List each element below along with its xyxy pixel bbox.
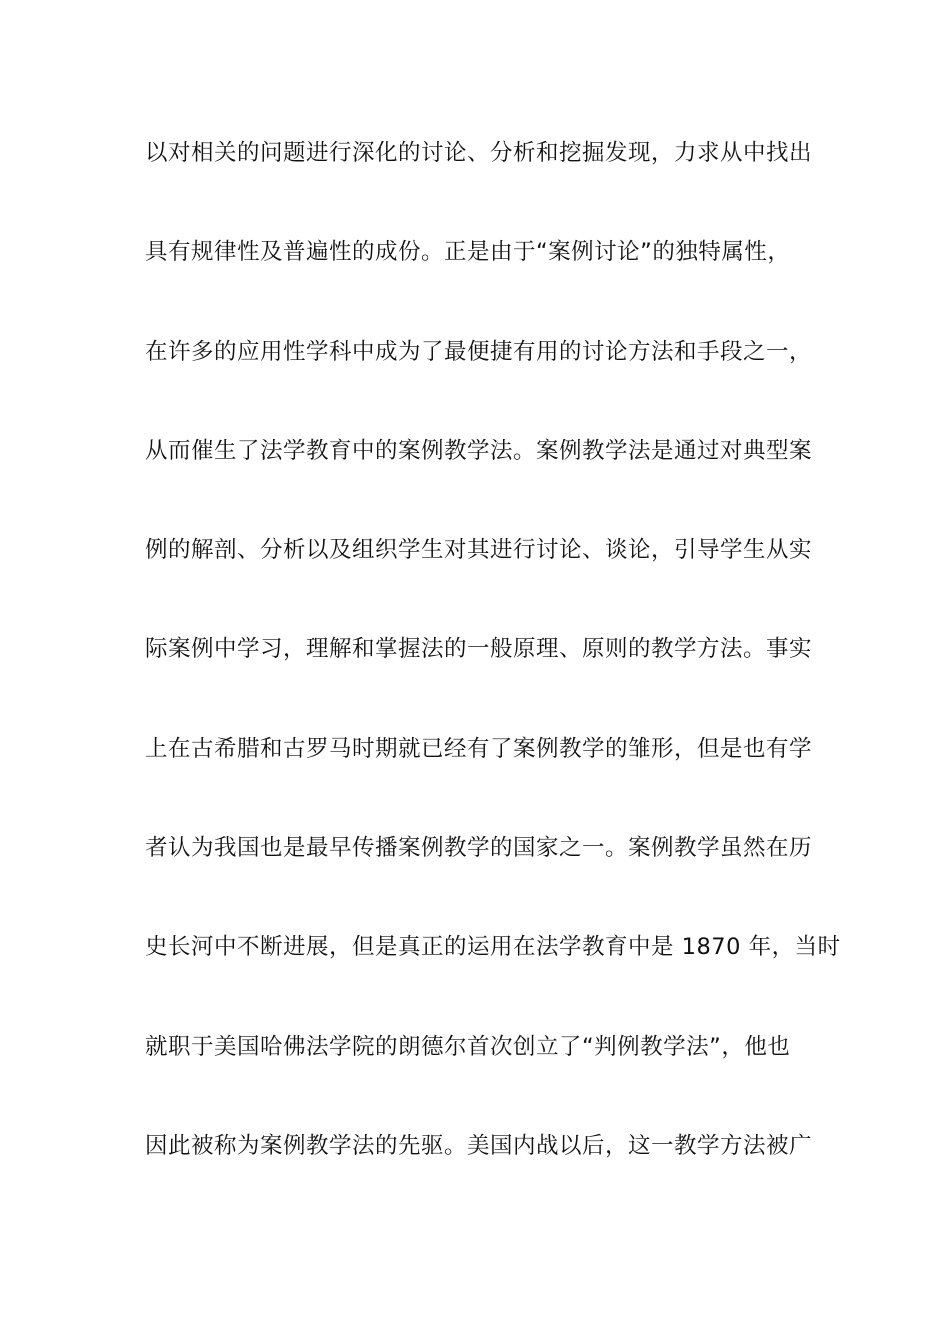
text-line: 从而催生了法学教育中的案例教学法。案例教学法是通过对典型案 (145, 437, 813, 464)
text-line: 在许多的应用性学科中成为了最便捷有用的讨论方法和手段之一， (145, 338, 813, 365)
text-line: 以对相关的问题进行深化的讨论、分析和挖掘发现，力求从中找出 (145, 140, 813, 166)
text-line: 际案例中学习，理解和掌握法的一般原理、原则的教学方法。事实 (145, 636, 813, 663)
text-line: 就职于美国哈佛法学院的朗德尔首次创立了“判例教学法”，他也 (145, 1033, 791, 1060)
text-line: 者认为我国也是最早传播案例教学的国家之一。案例教学虽然在历 (145, 835, 813, 862)
text-line: 例的解剖、分析以及组织学生对其进行讨论、谈论，引导学生从实 (145, 537, 813, 564)
text-line: 因此被称为案例教学法的先驱。美国内战以后，这一教学方法被广 (145, 1132, 813, 1159)
text-line: 具有规律性及普遍性的成份。正是由于“案例讨论”的独特属性， (145, 239, 791, 266)
body-text (145, 132, 841, 1224)
text-line: 上在古希腊和古罗马时期就已经有了案例教学的雏形，但是也有学 (145, 735, 813, 762)
text-line: 史长河中不断进展，但是真正的运用在法学教育中是 1870 年，当时 (145, 934, 841, 961)
